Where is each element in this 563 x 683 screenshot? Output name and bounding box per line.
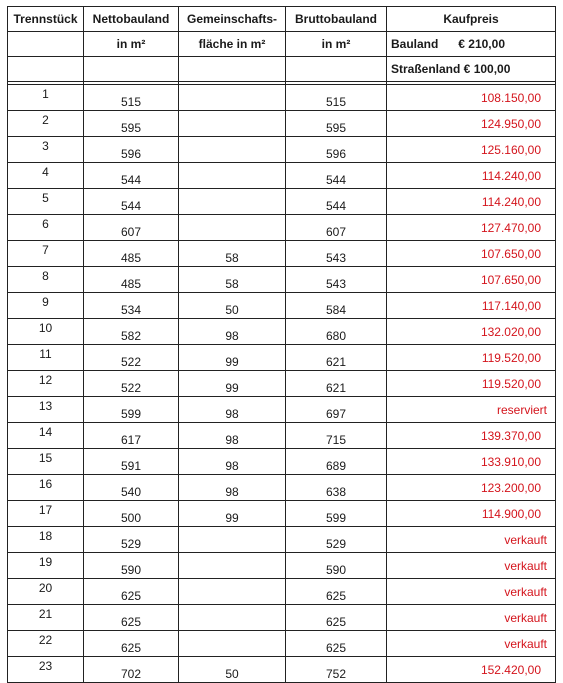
cell-brutto: 529 [286, 527, 387, 553]
cell-brutto: 625 [286, 631, 387, 657]
cell-kaufpreis: 119.520,00 [387, 345, 556, 371]
table-row [8, 215, 556, 241]
bauland-label: Bauland [391, 37, 439, 51]
cell-trennstueck: 9 [8, 293, 84, 319]
cell-netto: 544 [84, 189, 179, 215]
cell-gemein: 58 [179, 241, 286, 267]
price-table [7, 6, 556, 683]
cell-kaufpreis: verkauft [387, 527, 556, 553]
cell-trennstueck: 4 [8, 163, 84, 189]
cell-gemein: 98 [179, 475, 286, 501]
cell-trennstueck: 16 [8, 475, 84, 501]
cell-gemein: 99 [179, 501, 286, 527]
cell-netto: 485 [84, 267, 179, 293]
cell-kaufpreis: 133.910,00 [387, 449, 556, 475]
cell-brutto: 752 [286, 657, 387, 683]
cell-brutto: 621 [286, 371, 387, 397]
table-row [8, 85, 556, 111]
cell-kaufpreis: 125.160,00 [387, 137, 556, 163]
table-row [8, 553, 556, 579]
cell-trennstueck: 18 [8, 527, 84, 553]
cell-gemein: 50 [179, 293, 286, 319]
cell-kaufpreis: 114.240,00 [387, 189, 556, 215]
cell-kaufpreis: 127.470,00 [387, 215, 556, 241]
cell-trennstueck: 21 [8, 605, 84, 631]
cell-trennstueck: 22 [8, 631, 84, 657]
cell-gemein: 58 [179, 267, 286, 293]
cell-kaufpreis: 108.150,00 [387, 85, 556, 111]
cell-netto: 607 [84, 215, 179, 241]
cell-brutto: 515 [286, 85, 387, 111]
table-row [8, 267, 556, 293]
header-kaufpreis: Kaufpreis [387, 7, 556, 32]
cell-netto: 515 [84, 85, 179, 111]
cell-brutto: 543 [286, 267, 387, 293]
table-row [8, 345, 556, 371]
table-row [8, 449, 556, 475]
cell-brutto: 544 [286, 163, 387, 189]
table-row [8, 293, 556, 319]
cell-trennstueck: 14 [8, 423, 84, 449]
cell-brutto: 596 [286, 137, 387, 163]
cell-netto: 582 [84, 319, 179, 345]
header-row-3 [8, 57, 556, 82]
cell-gemein: 50 [179, 657, 286, 683]
table-row [8, 631, 556, 657]
header-empty [179, 57, 286, 82]
cell-netto: 540 [84, 475, 179, 501]
cell-kaufpreis: 119.520,00 [387, 371, 556, 397]
cell-gemein: 98 [179, 449, 286, 475]
table-row [8, 111, 556, 137]
cell-kaufpreis: 107.650,00 [387, 241, 556, 267]
cell-gemein [179, 189, 286, 215]
cell-kaufpreis: reserviert [387, 397, 556, 423]
header-row-1 [8, 7, 556, 32]
cell-kaufpreis: verkauft [387, 631, 556, 657]
cell-netto: 544 [84, 163, 179, 189]
cell-netto: 522 [84, 345, 179, 371]
cell-gemein [179, 631, 286, 657]
cell-trennstueck: 5 [8, 189, 84, 215]
header-empty [8, 57, 84, 82]
cell-gemein [179, 215, 286, 241]
cell-netto: 625 [84, 579, 179, 605]
cell-brutto: 543 [286, 241, 387, 267]
cell-brutto: 680 [286, 319, 387, 345]
cell-kaufpreis: 124.950,00 [387, 111, 556, 137]
cell-gemein [179, 605, 286, 631]
price-list-sheet [7, 6, 556, 683]
table-row [8, 137, 556, 163]
cell-kaufpreis: 117.140,00 [387, 293, 556, 319]
header-empty [286, 57, 387, 82]
table-row [8, 527, 556, 553]
cell-gemein: 98 [179, 397, 286, 423]
header-netto-unit: in m² [84, 32, 179, 57]
cell-trennstueck: 12 [8, 371, 84, 397]
table-row [8, 241, 556, 267]
table-row [8, 475, 556, 501]
cell-brutto: 584 [286, 293, 387, 319]
cell-trennstueck: 2 [8, 111, 84, 137]
cell-brutto: 625 [286, 605, 387, 631]
cell-brutto: 595 [286, 111, 387, 137]
header-row-2 [8, 32, 556, 57]
cell-kaufpreis: verkauft [387, 579, 556, 605]
cell-trennstueck: 19 [8, 553, 84, 579]
cell-kaufpreis: 123.200,00 [387, 475, 556, 501]
cell-netto: 617 [84, 423, 179, 449]
bauland-price: € 210,00 [458, 37, 505, 51]
cell-brutto: 544 [286, 189, 387, 215]
cell-brutto: 689 [286, 449, 387, 475]
cell-netto: 599 [84, 397, 179, 423]
cell-trennstueck: 6 [8, 215, 84, 241]
table-row [8, 189, 556, 215]
cell-kaufpreis: 114.900,00 [387, 501, 556, 527]
table-row [8, 657, 556, 683]
cell-brutto: 590 [286, 553, 387, 579]
cell-netto: 625 [84, 631, 179, 657]
cell-trennstueck: 1 [8, 85, 84, 111]
cell-gemein: 98 [179, 423, 286, 449]
header-bauland-rate [387, 32, 556, 57]
table-row [8, 423, 556, 449]
cell-kaufpreis: verkauft [387, 553, 556, 579]
cell-gemein: 99 [179, 345, 286, 371]
cell-trennstueck: 13 [8, 397, 84, 423]
cell-trennstueck: 8 [8, 267, 84, 293]
header-empty [8, 32, 84, 57]
cell-trennstueck: 17 [8, 501, 84, 527]
cell-brutto: 697 [286, 397, 387, 423]
cell-gemein [179, 527, 286, 553]
cell-gemein [179, 137, 286, 163]
cell-gemein [179, 85, 286, 111]
cell-kaufpreis: 152.420,00 [387, 657, 556, 683]
table-row [8, 579, 556, 605]
cell-netto: 522 [84, 371, 179, 397]
header-trennstueck: Trennstück [8, 7, 84, 32]
cell-kaufpreis: verkauft [387, 605, 556, 631]
cell-netto: 591 [84, 449, 179, 475]
cell-netto: 596 [84, 137, 179, 163]
cell-trennstueck: 23 [8, 657, 84, 683]
header-gemein-unit: fläche in m² [179, 32, 286, 57]
cell-kaufpreis: 132.020,00 [387, 319, 556, 345]
header-empty [84, 57, 179, 82]
cell-kaufpreis: 139.370,00 [387, 423, 556, 449]
cell-gemein: 98 [179, 319, 286, 345]
cell-trennstueck: 20 [8, 579, 84, 605]
cell-netto: 702 [84, 657, 179, 683]
header-netto: Nettobauland [84, 7, 179, 32]
cell-brutto: 625 [286, 579, 387, 605]
cell-brutto: 638 [286, 475, 387, 501]
cell-kaufpreis: 107.650,00 [387, 267, 556, 293]
cell-netto: 595 [84, 111, 179, 137]
cell-netto: 590 [84, 553, 179, 579]
cell-trennstueck: 11 [8, 345, 84, 371]
cell-netto: 500 [84, 501, 179, 527]
table-row [8, 163, 556, 189]
cell-trennstueck: 15 [8, 449, 84, 475]
header-brutto: Bruttobauland [286, 7, 387, 32]
header-gemein: Gemeinschafts- [179, 7, 286, 32]
cell-brutto: 599 [286, 501, 387, 527]
cell-netto: 529 [84, 527, 179, 553]
cell-netto: 485 [84, 241, 179, 267]
cell-gemein [179, 553, 286, 579]
header-brutto-unit: in m² [286, 32, 387, 57]
cell-netto: 534 [84, 293, 179, 319]
cell-brutto: 621 [286, 345, 387, 371]
table-row [8, 605, 556, 631]
cell-brutto: 607 [286, 215, 387, 241]
table-row [8, 371, 556, 397]
cell-gemein: 99 [179, 371, 286, 397]
header-strassenland-rate: Straßenland € 100,00 [387, 57, 556, 82]
cell-netto: 625 [84, 605, 179, 631]
cell-gemein [179, 579, 286, 605]
table-row [8, 397, 556, 423]
cell-trennstueck: 3 [8, 137, 84, 163]
cell-gemein [179, 111, 286, 137]
cell-trennstueck: 10 [8, 319, 84, 345]
cell-brutto: 715 [286, 423, 387, 449]
table-row [8, 319, 556, 345]
cell-trennstueck: 7 [8, 241, 84, 267]
cell-gemein [179, 163, 286, 189]
cell-kaufpreis: 114.240,00 [387, 163, 556, 189]
table-row [8, 501, 556, 527]
